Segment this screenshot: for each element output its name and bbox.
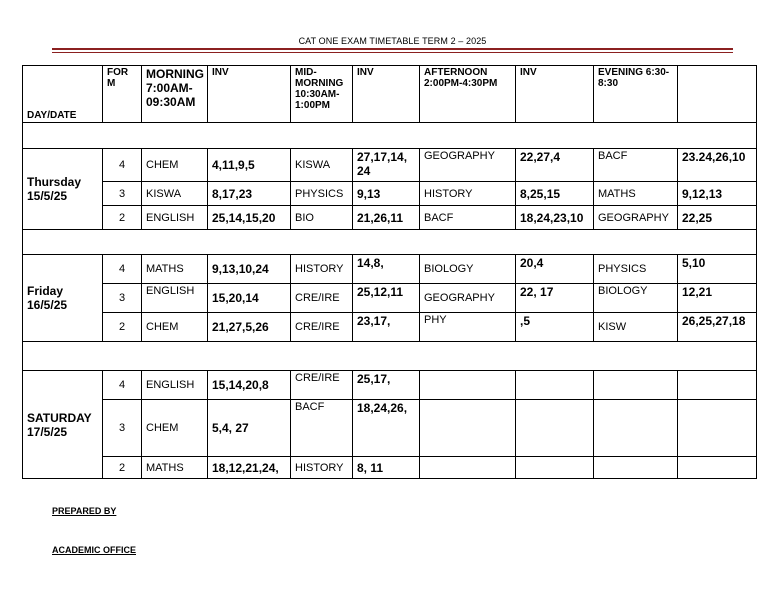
table-row xyxy=(23,400,757,457)
mid-subject: HISTORY xyxy=(291,255,353,284)
aft-subject: GEOGRAPHY xyxy=(420,149,516,182)
eve-inv: 9,12,13 xyxy=(678,182,757,206)
prepared-by-label: PREPARED BY xyxy=(52,506,117,516)
aft-inv: 22,27,4 xyxy=(516,149,594,182)
morning-inv: 4,11,9,5 xyxy=(208,149,291,182)
aft-inv: 22, 17 xyxy=(516,284,594,313)
eve-inv: 12,21 xyxy=(678,284,757,313)
morning-subject: ENGLISH xyxy=(142,284,208,313)
eve-subject: KISW xyxy=(594,313,678,342)
eve-inv xyxy=(678,371,757,400)
header-inv-2: INV xyxy=(353,66,420,123)
morning-inv: 5,4, 27 xyxy=(208,400,291,457)
header-inv-4 xyxy=(678,66,757,123)
header-inv-3: INV xyxy=(516,66,594,123)
mid-inv: 25,17, xyxy=(353,371,420,400)
mid-subject: CRE/IRE xyxy=(291,371,353,400)
aft-inv: 8,25,15 xyxy=(516,182,594,206)
header-row xyxy=(23,66,757,123)
form-cell: 4 xyxy=(103,371,142,400)
eve-inv: 26,25,27,18 xyxy=(678,313,757,342)
mid-subject: CRE/IRE xyxy=(291,284,353,313)
mid-subject: CRE/IRE xyxy=(291,313,353,342)
aft-subject xyxy=(420,400,516,457)
aft-subject: BACF xyxy=(420,206,516,230)
table-row xyxy=(23,371,757,400)
eve-subject xyxy=(594,371,678,400)
morning-inv: 25,14,15,20 xyxy=(208,206,291,230)
eve-subject: BACF xyxy=(594,149,678,182)
eve-inv: 22,25 xyxy=(678,206,757,230)
header-midmorning: MID-MORNING 10:30AM-1:00PM xyxy=(291,66,353,123)
aft-subject: BIOLOGY xyxy=(420,255,516,284)
mid-inv: 9,13 xyxy=(353,182,420,206)
header-afternoon: AFTERNOON 2:00PM-4:30PM xyxy=(420,66,516,123)
aft-inv xyxy=(516,371,594,400)
form-cell: 3 xyxy=(103,400,142,457)
form-cell: 4 xyxy=(103,255,142,284)
mid-subject: HISTORY xyxy=(291,457,353,479)
mid-inv: 25,12,11 xyxy=(353,284,420,313)
morning-inv: 9,13,10,24 xyxy=(208,255,291,284)
table-row xyxy=(23,182,757,206)
aft-inv: ,5 xyxy=(516,313,594,342)
aft-subject: HISTORY xyxy=(420,182,516,206)
eve-subject xyxy=(594,400,678,457)
document-title: CAT ONE EXAM TIMETABLE TERM 2 – 2025 xyxy=(298,36,487,46)
morning-subject: MATHS xyxy=(142,457,208,479)
morning-subject: ENGLISH xyxy=(142,206,208,230)
mid-inv: 18,24,26, xyxy=(353,400,420,457)
header-evening: EVENING 6:30-8:30 xyxy=(594,66,678,123)
morning-subject: KISWA xyxy=(142,182,208,206)
eve-inv: 5,10 xyxy=(678,255,757,284)
morning-subject: CHEM xyxy=(142,149,208,182)
eve-inv: 23.24,26,10 xyxy=(678,149,757,182)
morning-inv: 18,12,21,24, xyxy=(208,457,291,479)
eve-subject: PHYSICS xyxy=(594,255,678,284)
morning-subject: MATHS xyxy=(142,255,208,284)
eve-subject: MATHS xyxy=(594,182,678,206)
spacer-cell xyxy=(23,123,757,149)
eve-inv xyxy=(678,400,757,457)
form-cell: 2 xyxy=(103,206,142,230)
morning-subject: CHEM xyxy=(142,400,208,457)
aft-subject: GEOGRAPHY xyxy=(420,284,516,313)
morning-inv: 15,20,14 xyxy=(208,284,291,313)
mid-inv: 8, 11 xyxy=(353,457,420,479)
table-row xyxy=(23,255,757,284)
academic-office-label: ACADEMIC OFFICE xyxy=(52,545,136,555)
mid-inv: 27,17,14, 24 xyxy=(353,149,420,182)
eve-subject: BIOLOGY xyxy=(594,284,678,313)
form-cell: 4 xyxy=(103,149,142,182)
table-row xyxy=(23,313,757,342)
day-cell: SATURDAY 17/5/25 xyxy=(23,371,103,479)
header-form: FOR M xyxy=(103,66,142,123)
spacer-row xyxy=(23,230,757,255)
mid-inv: 21,26,11 xyxy=(353,206,420,230)
mid-subject: BACF xyxy=(291,400,353,457)
header-morning: MORNING 7:00AM-09:30AM xyxy=(142,66,208,123)
spacer-row xyxy=(23,123,757,149)
form-cell: 3 xyxy=(103,284,142,313)
morning-subject: CHEM xyxy=(142,313,208,342)
morning-inv: 15,14,20,8 xyxy=(208,371,291,400)
table-row xyxy=(23,206,757,230)
aft-subject: PHY xyxy=(420,313,516,342)
morning-inv: 21,27,5,26 xyxy=(208,313,291,342)
mid-inv: 14,8, xyxy=(353,255,420,284)
morning-inv: 8,17,23 xyxy=(208,182,291,206)
day-cell: Thursday 15/5/25 xyxy=(23,149,103,230)
title-rule xyxy=(52,48,733,50)
mid-subject: PHYSICS xyxy=(291,182,353,206)
spacer-cell xyxy=(23,230,757,255)
timetable xyxy=(22,65,757,479)
eve-subject xyxy=(594,457,678,479)
table-row xyxy=(23,457,757,479)
aft-inv xyxy=(516,457,594,479)
morning-subject: ENGLISH xyxy=(142,371,208,400)
mid-subject: KISWA xyxy=(291,149,353,182)
aft-inv xyxy=(516,400,594,457)
form-cell: 3 xyxy=(103,182,142,206)
form-cell: 2 xyxy=(103,457,142,479)
table-row xyxy=(23,284,757,313)
title-rule-thin xyxy=(52,52,733,53)
mid-subject: BIO xyxy=(291,206,353,230)
table-row xyxy=(23,149,757,182)
aft-inv: 20,4 xyxy=(516,255,594,284)
eve-subject: GEOGRAPHY xyxy=(594,206,678,230)
spacer-cell xyxy=(23,342,757,371)
mid-inv: 23,17, xyxy=(353,313,420,342)
header-daydate: DAY/DATE xyxy=(23,66,103,123)
aft-inv: 18,24,23,10 xyxy=(516,206,594,230)
header-inv-1: INV xyxy=(208,66,291,123)
day-cell: Friday 16/5/25 xyxy=(23,255,103,342)
eve-inv xyxy=(678,457,757,479)
spacer-row xyxy=(23,342,757,371)
aft-subject xyxy=(420,371,516,400)
form-cell: 2 xyxy=(103,313,142,342)
aft-subject xyxy=(420,457,516,479)
